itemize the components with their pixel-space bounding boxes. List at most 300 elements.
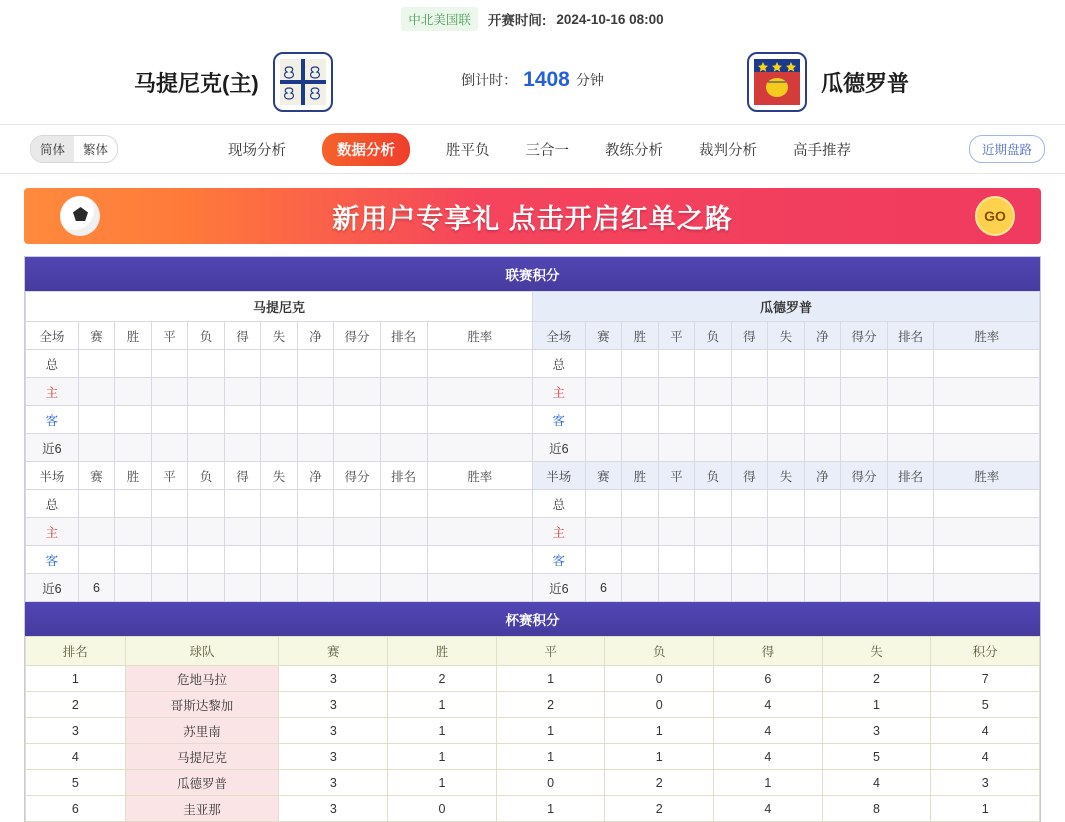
standings-cell-home-half-0-9 xyxy=(427,490,532,518)
cup-cell-1-8: 5 xyxy=(931,692,1040,718)
standings-cell-away-full-2-5 xyxy=(768,406,805,434)
standings-col-home-8: 排名 xyxy=(380,322,427,350)
cup-table-row xyxy=(26,718,1040,744)
cup-cell-4-7: 4 xyxy=(822,770,931,796)
standings-cell-away-half-0-5 xyxy=(768,490,805,518)
standings-cell-away-half-1-5 xyxy=(768,518,805,546)
standings-cell-home-full-2-2 xyxy=(151,406,188,434)
standings-col-home-0: 赛 xyxy=(78,462,115,490)
standings-cell-home-full-0-1 xyxy=(115,350,152,378)
tab-referee-analysis[interactable]: 裁判分析 xyxy=(699,142,757,159)
standings-cell-away-full-1-5 xyxy=(768,378,805,406)
standings-cell-away-full-2-1 xyxy=(622,406,659,434)
standings-cell-away-full-3-0 xyxy=(585,434,622,462)
standings-cell-home-half-2-4 xyxy=(224,546,261,574)
countdown-label: 倒计时： xyxy=(461,72,518,88)
standings-row xyxy=(26,546,1040,574)
nav-item-list xyxy=(228,133,851,166)
standings-cell-home-half-1-5 xyxy=(261,518,298,546)
standings-cell-home-half-2-7 xyxy=(334,546,381,574)
standings-cell-away-half-0-0 xyxy=(585,490,622,518)
standings-cell-away-half-2-0 xyxy=(585,546,622,574)
tab-live-analysis[interactable]: 现场分析 xyxy=(228,142,286,159)
standings-row-label-home: 客 xyxy=(26,406,79,434)
cup-cell-2-8: 4 xyxy=(931,718,1040,744)
standings-col-home-0: 赛 xyxy=(78,322,115,350)
standings-col-away-1: 胜 xyxy=(622,322,659,350)
standings-cell-home-half-1-2 xyxy=(151,518,188,546)
standings-scope-label-away: 全场 xyxy=(532,322,585,350)
standings-cell-away-half-3-3 xyxy=(695,574,732,602)
standings-cell-home-half-1-7 xyxy=(334,518,381,546)
standings-cell-away-full-3-2 xyxy=(658,434,695,462)
standings-cell-home-half-3-4 xyxy=(224,574,261,602)
standings-row-label-home: 近6 xyxy=(26,574,79,602)
standings-cell-away-half-1-3 xyxy=(695,518,732,546)
standings-col-away-0: 赛 xyxy=(585,462,622,490)
standings-cell-home-full-2-5 xyxy=(261,406,298,434)
cup-col-0: 排名 xyxy=(26,637,126,666)
cup-team-name[interactable]: 马提尼克 xyxy=(125,744,279,770)
standings-cell-home-full-0-9 xyxy=(427,350,532,378)
standings-cell-home-full-3-5 xyxy=(261,434,298,462)
standings-row xyxy=(26,574,1040,602)
standings-row-label-away: 客 xyxy=(532,546,585,574)
recent-odds-button[interactable]: 近期盘路 xyxy=(969,135,1045,163)
standings-cell-home-half-0-7 xyxy=(334,490,381,518)
guadeloupe-crest-icon xyxy=(747,52,807,112)
cup-cell-5-7: 8 xyxy=(822,796,931,822)
tab-expert-picks[interactable]: 高手推荐 xyxy=(793,142,851,159)
standings-col-away-6: 净 xyxy=(804,462,841,490)
cup-col-6: 得 xyxy=(714,637,823,666)
cup-cell-2-0: 3 xyxy=(26,718,126,744)
cup-cell-3-3: 1 xyxy=(388,744,497,770)
standings-col-away-9: 胜率 xyxy=(934,462,1040,490)
standings-scope-label-home: 全场 xyxy=(26,322,79,350)
standings-cell-away-half-3-4 xyxy=(731,574,768,602)
standings-cell-home-full-0-2 xyxy=(151,350,188,378)
standings-cell-home-full-2-6 xyxy=(297,406,334,434)
standings-cell-home-full-3-7 xyxy=(334,434,381,462)
standings-cell-away-full-1-3 xyxy=(695,378,732,406)
cup-col-3: 胜 xyxy=(388,637,497,666)
standings-col-home-4: 得 xyxy=(224,462,261,490)
cup-cell-4-3: 1 xyxy=(388,770,497,796)
standings-column-header-full xyxy=(26,322,1040,350)
standings-cell-away-full-3-3 xyxy=(695,434,732,462)
cup-cell-5-2: 3 xyxy=(279,796,388,822)
standings-cell-away-half-0-3 xyxy=(695,490,732,518)
cup-team-name[interactable]: 苏里南 xyxy=(125,718,279,744)
standings-col-home-1: 胜 xyxy=(115,322,152,350)
standings-cell-away-full-2-8 xyxy=(887,406,934,434)
standings-row xyxy=(26,434,1040,462)
standings-cell-away-full-2-7 xyxy=(841,406,888,434)
standings-cell-home-half-2-0 xyxy=(78,546,115,574)
lang-traditional[interactable]: 繁体 xyxy=(83,143,109,157)
standings-cell-home-half-0-2 xyxy=(151,490,188,518)
cup-cell-0-7: 2 xyxy=(822,666,931,692)
league-badge: 中北美国联 xyxy=(401,7,478,31)
cup-table-row xyxy=(26,770,1040,796)
standings-row-label-away: 客 xyxy=(532,406,585,434)
cup-cell-2-2: 3 xyxy=(279,718,388,744)
cup-table-row xyxy=(26,666,1040,692)
standings-col-away-5: 失 xyxy=(768,462,805,490)
standings-cell-away-half-1-9 xyxy=(934,518,1040,546)
standings-col-away-8: 排名 xyxy=(887,322,934,350)
standings-row xyxy=(26,350,1040,378)
cup-cell-4-2: 3 xyxy=(279,770,388,796)
standings-cell-home-full-0-4 xyxy=(224,350,261,378)
standings-col-away-6: 净 xyxy=(804,322,841,350)
standings-cell-home-half-2-2 xyxy=(151,546,188,574)
standings-col-home-4: 得 xyxy=(224,322,261,350)
match-info-bar xyxy=(0,0,1065,38)
standings-cell-home-half-2-6 xyxy=(297,546,334,574)
cup-cell-4-6: 1 xyxy=(714,770,823,796)
cup-standings-title: 杯赛积分 xyxy=(25,602,1040,636)
cup-cell-0-2: 3 xyxy=(279,666,388,692)
cup-cell-5-3: 0 xyxy=(388,796,497,822)
standings-col-home-3: 负 xyxy=(188,462,225,490)
standings-cell-home-half-3-8 xyxy=(380,574,427,602)
standings-cell-home-half-3-9 xyxy=(427,574,532,602)
standings-cell-home-full-1-6 xyxy=(297,378,334,406)
standings-cell-away-full-0-0 xyxy=(585,350,622,378)
standings-col-home-9: 胜率 xyxy=(427,322,532,350)
standings-cell-away-full-0-3 xyxy=(695,350,732,378)
standings-cell-home-half-0-6 xyxy=(297,490,334,518)
standings-cell-away-half-0-7 xyxy=(841,490,888,518)
standings-cell-away-full-1-7 xyxy=(841,378,888,406)
countdown-unit: 分钟 xyxy=(575,72,604,88)
standings-col-away-2: 平 xyxy=(658,462,695,490)
standings-scope-label-home: 半场 xyxy=(26,462,79,490)
away-team[interactable] xyxy=(747,52,909,112)
promo-go-button[interactable]: GO xyxy=(975,196,1015,236)
standings-cell-away-half-2-3 xyxy=(695,546,732,574)
standings-col-home-3: 负 xyxy=(188,322,225,350)
standings-cell-home-full-2-7 xyxy=(334,406,381,434)
cup-col-5: 负 xyxy=(605,637,714,666)
standings-row xyxy=(26,490,1040,518)
standings-cell-home-full-3-6 xyxy=(297,434,334,462)
standings-col-home-8: 排名 xyxy=(380,462,427,490)
tab-data-analysis[interactable]: 数据分析 xyxy=(322,133,410,166)
standings-cell-away-half-3-9 xyxy=(934,574,1040,602)
standings-home-team-name: 马提尼克 xyxy=(26,292,533,322)
standings-cell-home-full-2-9 xyxy=(427,406,532,434)
cup-cell-5-8: 1 xyxy=(931,796,1040,822)
home-team-name: 马提尼克(主) xyxy=(134,70,259,96)
standings-row-label-away: 总 xyxy=(532,490,585,518)
cup-team-name[interactable]: 哥斯达黎加 xyxy=(125,692,279,718)
standings-row-label-away: 近6 xyxy=(532,434,585,462)
standings-cell-away-half-1-7 xyxy=(841,518,888,546)
standings-cell-home-half-3-1 xyxy=(115,574,152,602)
standings-cell-home-half-3-7 xyxy=(334,574,381,602)
cup-standings-table xyxy=(25,636,1040,822)
standings-cell-away-half-2-5 xyxy=(768,546,805,574)
standings-row xyxy=(26,406,1040,434)
cup-cell-0-3: 2 xyxy=(388,666,497,692)
league-standings-table xyxy=(25,291,1040,602)
cup-col-4: 平 xyxy=(496,637,605,666)
standings-cell-away-half-1-8 xyxy=(887,518,934,546)
language-switch[interactable] xyxy=(30,135,118,163)
standings-column-header-half xyxy=(26,462,1040,490)
standings-cell-away-full-3-9 xyxy=(934,434,1040,462)
standings-cell-home-full-0-3 xyxy=(188,350,225,378)
standings-row-label-away: 总 xyxy=(532,350,585,378)
cup-cell-0-0: 1 xyxy=(26,666,126,692)
standings-cell-home-full-3-1 xyxy=(115,434,152,462)
standings-col-home-2: 平 xyxy=(151,462,188,490)
cup-cell-2-3: 1 xyxy=(388,718,497,744)
standings-cell-home-half-1-3 xyxy=(188,518,225,546)
standings-cell-away-half-1-6 xyxy=(804,518,841,546)
standings-cell-home-full-1-3 xyxy=(188,378,225,406)
standings-cell-home-half-1-4 xyxy=(224,518,261,546)
standings-cell-home-half-3-0: 6 xyxy=(78,574,115,602)
standings-cell-away-full-1-1 xyxy=(622,378,659,406)
standings-col-away-7: 得分 xyxy=(841,322,888,350)
standings-row xyxy=(26,518,1040,546)
standings-col-away-1: 胜 xyxy=(622,462,659,490)
cup-cell-1-6: 4 xyxy=(714,692,823,718)
standings-row-label-home: 客 xyxy=(26,546,79,574)
cup-cell-3-8: 4 xyxy=(931,744,1040,770)
standings-cell-away-half-0-1 xyxy=(622,490,659,518)
cup-cell-3-2: 3 xyxy=(279,744,388,770)
standings-away-team-name: 瓜德罗普 xyxy=(532,292,1039,322)
standings-cell-home-full-2-4 xyxy=(224,406,261,434)
standings-cell-home-half-3-5 xyxy=(261,574,298,602)
cup-cell-3-4: 1 xyxy=(496,744,605,770)
standings-row-label-home: 总 xyxy=(26,350,79,378)
standings-cell-home-half-1-1 xyxy=(115,518,152,546)
standings-col-home-5: 失 xyxy=(261,462,298,490)
standings-cell-home-full-3-8 xyxy=(380,434,427,462)
standings-cell-home-full-1-5 xyxy=(261,378,298,406)
standings-row-label-home: 总 xyxy=(26,490,79,518)
standings-cell-away-full-1-8 xyxy=(887,378,934,406)
standings-cell-home-full-3-9 xyxy=(427,434,532,462)
standings-cell-home-full-1-2 xyxy=(151,378,188,406)
standings-cell-away-half-2-8 xyxy=(887,546,934,574)
standings-cell-home-half-2-3 xyxy=(188,546,225,574)
standings-cell-away-half-3-1 xyxy=(622,574,659,602)
standings-cell-away-half-2-6 xyxy=(804,546,841,574)
standings-col-away-7: 得分 xyxy=(841,462,888,490)
cup-cell-4-8: 3 xyxy=(931,770,1040,796)
standings-cell-home-half-2-8 xyxy=(380,546,427,574)
cup-cell-4-5: 2 xyxy=(605,770,714,796)
standings-cell-away-half-3-7 xyxy=(841,574,888,602)
standings-cell-away-full-3-1 xyxy=(622,434,659,462)
away-team-name: 瓜德罗普 xyxy=(820,70,909,96)
league-standings-title: 联赛积分 xyxy=(25,257,1040,291)
kickoff-time: 2024-10-16 08:00 xyxy=(556,11,664,27)
cup-cell-1-7: 1 xyxy=(822,692,931,718)
standings-cell-home-full-0-6 xyxy=(297,350,334,378)
cup-col-2: 赛 xyxy=(279,637,388,666)
cup-cell-3-6: 4 xyxy=(714,744,823,770)
standings-cell-home-full-1-7 xyxy=(334,378,381,406)
standings-cell-home-full-1-8 xyxy=(380,378,427,406)
standings-cell-home-half-0-8 xyxy=(380,490,427,518)
cup-cell-2-4: 1 xyxy=(496,718,605,744)
standings-cell-home-full-3-2 xyxy=(151,434,188,462)
standings-col-home-7: 得分 xyxy=(334,322,381,350)
lang-simplified[interactable]: 简体 xyxy=(31,136,74,162)
standings-cell-away-half-0-6 xyxy=(804,490,841,518)
standings-cell-home-full-3-4 xyxy=(224,434,261,462)
standings-cell-home-half-1-9 xyxy=(427,518,532,546)
standings-cell-away-half-2-9 xyxy=(934,546,1040,574)
standings-col-away-3: 负 xyxy=(695,462,732,490)
standings-cell-away-full-0-4 xyxy=(731,350,768,378)
standings-col-home-6: 净 xyxy=(297,462,334,490)
teams-header xyxy=(0,38,1065,124)
standings-cell-away-full-0-5 xyxy=(768,350,805,378)
cup-cell-4-4: 0 xyxy=(496,770,605,796)
standings-cell-away-full-0-1 xyxy=(622,350,659,378)
cup-team-name[interactable]: 危地马拉 xyxy=(125,666,279,692)
cup-table-row xyxy=(26,796,1040,822)
tab-win-draw-loss[interactable]: 胜平负 xyxy=(446,142,490,159)
standings-cell-home-half-2-9 xyxy=(427,546,532,574)
standings-col-away-3: 负 xyxy=(695,322,732,350)
standings-cell-away-half-2-1 xyxy=(622,546,659,574)
league-standings-panel xyxy=(24,256,1041,602)
cup-team-name[interactable]: 瓜德罗普 xyxy=(125,770,279,796)
standings-col-away-4: 得 xyxy=(731,322,768,350)
cup-header-row xyxy=(26,637,1040,666)
standings-cell-away-half-2-7 xyxy=(841,546,888,574)
standings-cell-away-half-3-2 xyxy=(658,574,695,602)
standings-cell-home-half-0-3 xyxy=(188,490,225,518)
standings-row xyxy=(26,378,1040,406)
standings-cell-away-full-2-3 xyxy=(695,406,732,434)
standings-cell-home-full-2-8 xyxy=(380,406,427,434)
standings-cell-away-full-0-7 xyxy=(841,350,888,378)
standings-col-home-9: 胜率 xyxy=(427,462,532,490)
standings-cell-home-half-1-8 xyxy=(380,518,427,546)
standings-row-label-home: 主 xyxy=(26,378,79,406)
standings-cell-home-half-3-3 xyxy=(188,574,225,602)
standings-cell-away-full-1-2 xyxy=(658,378,695,406)
standings-cell-home-full-1-9 xyxy=(427,378,532,406)
cup-cell-2-5: 1 xyxy=(605,718,714,744)
cup-col-8: 积分 xyxy=(931,637,1040,666)
cup-team-name[interactable]: 圭亚那 xyxy=(125,796,279,822)
standings-col-home-7: 得分 xyxy=(334,462,381,490)
cup-cell-5-4: 1 xyxy=(496,796,605,822)
standings-cell-away-full-2-9 xyxy=(934,406,1040,434)
standings-cell-away-full-1-9 xyxy=(934,378,1040,406)
cup-cell-1-3: 1 xyxy=(388,692,497,718)
cup-cell-2-6: 4 xyxy=(714,718,823,744)
kickoff-label: 开赛时间: xyxy=(487,13,547,28)
standings-cell-away-full-3-7 xyxy=(841,434,888,462)
standings-cell-home-half-0-1 xyxy=(115,490,152,518)
standings-cell-away-half-2-4 xyxy=(731,546,768,574)
cup-col-1: 球队 xyxy=(125,637,279,666)
cup-cell-4-0: 5 xyxy=(26,770,126,796)
standings-cell-home-half-2-5 xyxy=(261,546,298,574)
standings-cell-home-half-0-0 xyxy=(78,490,115,518)
standings-cell-away-full-0-8 xyxy=(887,350,934,378)
standings-cell-away-full-1-0 xyxy=(585,378,622,406)
cup-cell-1-4: 2 xyxy=(496,692,605,718)
standings-cell-away-half-0-4 xyxy=(731,490,768,518)
cup-table-row xyxy=(26,744,1040,770)
standings-cell-home-full-2-1 xyxy=(115,406,152,434)
standings-row-label-away: 主 xyxy=(532,518,585,546)
standings-cell-away-full-0-6 xyxy=(804,350,841,378)
standings-cell-away-full-0-2 xyxy=(658,350,695,378)
cup-cell-0-5: 0 xyxy=(605,666,714,692)
standings-cell-home-full-3-0 xyxy=(78,434,115,462)
cup-cell-3-5: 1 xyxy=(605,744,714,770)
standings-cell-home-half-0-5 xyxy=(261,490,298,518)
cup-cell-0-4: 1 xyxy=(496,666,605,692)
cup-cell-1-0: 2 xyxy=(26,692,126,718)
standings-cell-away-half-2-2 xyxy=(658,546,695,574)
standings-cell-home-full-0-8 xyxy=(380,350,427,378)
promo-banner[interactable] xyxy=(24,188,1041,244)
cup-cell-2-7: 3 xyxy=(822,718,931,744)
standings-cell-away-half-3-8 xyxy=(887,574,934,602)
standings-scope-label-away: 半场 xyxy=(532,462,585,490)
standings-cell-home-full-0-7 xyxy=(334,350,381,378)
standings-row-label-away: 主 xyxy=(532,378,585,406)
standings-cell-away-half-1-2 xyxy=(658,518,695,546)
standings-cell-away-full-2-2 xyxy=(658,406,695,434)
standings-cell-home-half-3-2 xyxy=(151,574,188,602)
standings-cell-home-half-2-1 xyxy=(115,546,152,574)
standings-cell-home-full-0-5 xyxy=(261,350,298,378)
standings-cell-home-full-2-3 xyxy=(188,406,225,434)
standings-cell-away-half-0-8 xyxy=(887,490,934,518)
main-nav xyxy=(0,124,1065,174)
standings-cell-away-half-1-0 xyxy=(585,518,622,546)
standings-cell-home-full-1-1 xyxy=(115,378,152,406)
standings-cell-away-full-3-6 xyxy=(804,434,841,462)
cup-table-row xyxy=(26,692,1040,718)
standings-col-away-0: 赛 xyxy=(585,322,622,350)
cup-standings-panel xyxy=(24,602,1041,822)
tab-three-in-one[interactable]: 三合一 xyxy=(525,142,569,159)
standings-cell-away-full-0-9 xyxy=(934,350,1040,378)
tab-coach-analysis[interactable]: 教练分析 xyxy=(605,142,663,159)
standings-col-home-1: 胜 xyxy=(115,462,152,490)
standings-cell-away-full-2-6 xyxy=(804,406,841,434)
standings-cell-home-full-2-0 xyxy=(78,406,115,434)
standings-cell-away-half-3-0: 6 xyxy=(585,574,622,602)
standings-cell-home-full-0-0 xyxy=(78,350,115,378)
cup-cell-5-5: 2 xyxy=(605,796,714,822)
standings-col-away-2: 平 xyxy=(658,322,695,350)
standings-cell-home-full-1-4 xyxy=(224,378,261,406)
countdown-value: 1408 xyxy=(523,68,570,91)
standings-cell-away-full-2-4 xyxy=(731,406,768,434)
standings-team-header xyxy=(26,292,1040,322)
cup-cell-0-6: 6 xyxy=(714,666,823,692)
